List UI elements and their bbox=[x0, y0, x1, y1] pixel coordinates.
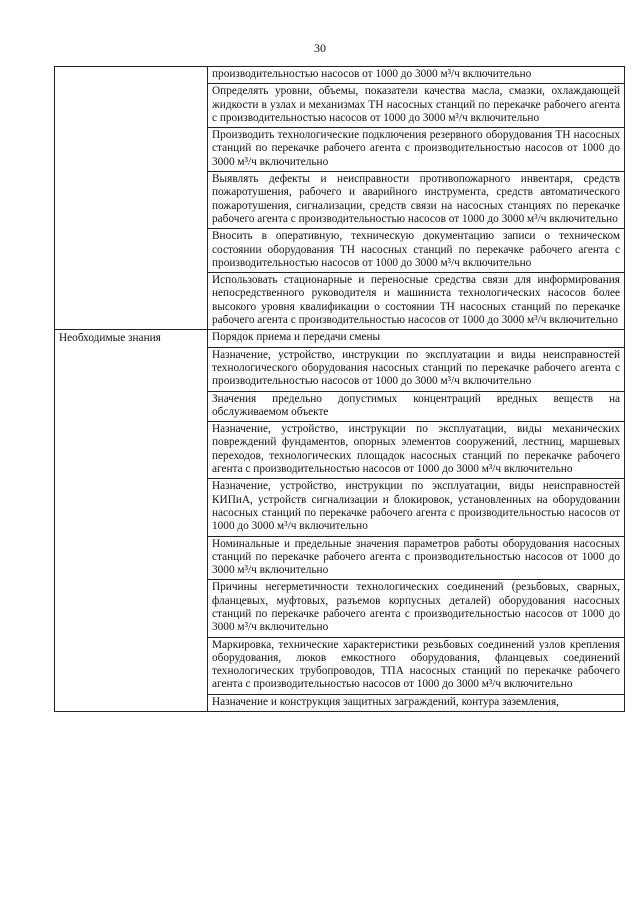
list-item: Номинальные и предельные значения параметров работы оборудования насосных станций по перекачке рабочего агента с производительностью насосов от 1000 до 3000 м³/ч включительно bbox=[208, 536, 624, 580]
list-item: Значения предельно допустимых концентраций вредных веществ на обслуживаемом объекте bbox=[208, 391, 624, 422]
list-item: Назначение, устройство, инструкции по эксплуатации, виды неисправностей КИПиА, устройств сигнализации и блокировок, установленных на оборудовании насосных станций по перекачке рабочего агента с производительностью насосов от 1000 до 3000 м³/ч включительно bbox=[208, 478, 624, 535]
skills-row bbox=[55, 67, 625, 330]
page-number: 30 bbox=[314, 41, 326, 55]
list-item: производительностью насосов от 1000 до 3000 м³/ч включительно bbox=[212, 68, 532, 80]
list-item: Определять уровни, объемы, показатели качества масла, смазки, охлаждающей жидкости в узлах и механизмах ТН насосных станций по перекачке рабочего агента с производительностью насосов от 1000 до 3000 м³/ч включительно bbox=[208, 83, 624, 127]
list-item: Вносить в оперативную, техническую документацию записи о техническом состоянии оборудования ТН насосных станций по перекачке рабочего агента с производительностью насосов от 1000 до 3000 м³/ч включительно bbox=[208, 228, 624, 272]
list-item: Производить технологические подключения резервного оборудования ТН насосных станций по перекачке рабочего агента с производительностью насосов от 1000 до 3000 м³/ч включительно bbox=[208, 127, 624, 171]
list-item: Порядок приема и передачи смены bbox=[212, 331, 381, 344]
knowledge-row bbox=[55, 330, 625, 712]
list-item: Назначение и конструкция защитных заграждений, контура заземления, bbox=[208, 694, 624, 711]
knowledge-label: Необходимые знания bbox=[55, 330, 208, 712]
skills-content bbox=[208, 67, 625, 330]
list-item: Причины негерметичности технологических соединений (резьбовых, сварных, фланцевых, муфтовых, разъемов корпусных деталей) оборудования насосных станций по перекачке рабочего агента с производительностью насосов от 1000 до 3000 м³/ч включительно bbox=[208, 579, 624, 636]
list-item: Выявлять дефекты и неисправности противопожарного инвентаря, средств пожаротушения, рабочего и аварийного инструмента, средств автоматического пожаротушения, сигнализации, средств связи на насосных станциях по перекачке рабочего агента с производительностью насосов от 1000 до 3000 м³/ч включительно bbox=[208, 171, 624, 228]
knowledge-content bbox=[208, 330, 625, 712]
list-item: Использовать стационарные и переносные средства связи для информирования непосредственного руководителя и машиниста технологических насосов более высокого уровня квалификации о состоянии ТН насосных станций по перекачке рабочего агента с производительностью насосов от 1000 до 3000 м³/ч включительно bbox=[208, 272, 624, 329]
competency-table bbox=[54, 66, 625, 712]
skills-label bbox=[55, 67, 208, 330]
list-item: Назначение, устройство, инструкции по эксплуатации, виды механических повреждений фундаментов, опорных элементов сооружений, лестниц, маршевых переходов, технологических площадок насосных станций по перекачке рабочего агента с производительностью насосов от 1000 до 3000 м³/ч включительно bbox=[208, 421, 624, 478]
list-item: Назначение, устройство, инструкции по эксплуатации и виды неисправностей технологического оборудования насосных станций по перекачке рабочего агента с производительностью насосов от 1000 до 3000 м³/ч включительно bbox=[208, 347, 624, 391]
list-item: Маркировка, технические характеристики резьбовых соединений узлов крепления оборудования, люков емкостного оборудования, фланцевых соединений технологических трубопроводов, ТПА насосных станций по перекачке рабочего агента с производительностью насосов от 1000 до 3000 м³/ч включительно bbox=[208, 637, 624, 694]
